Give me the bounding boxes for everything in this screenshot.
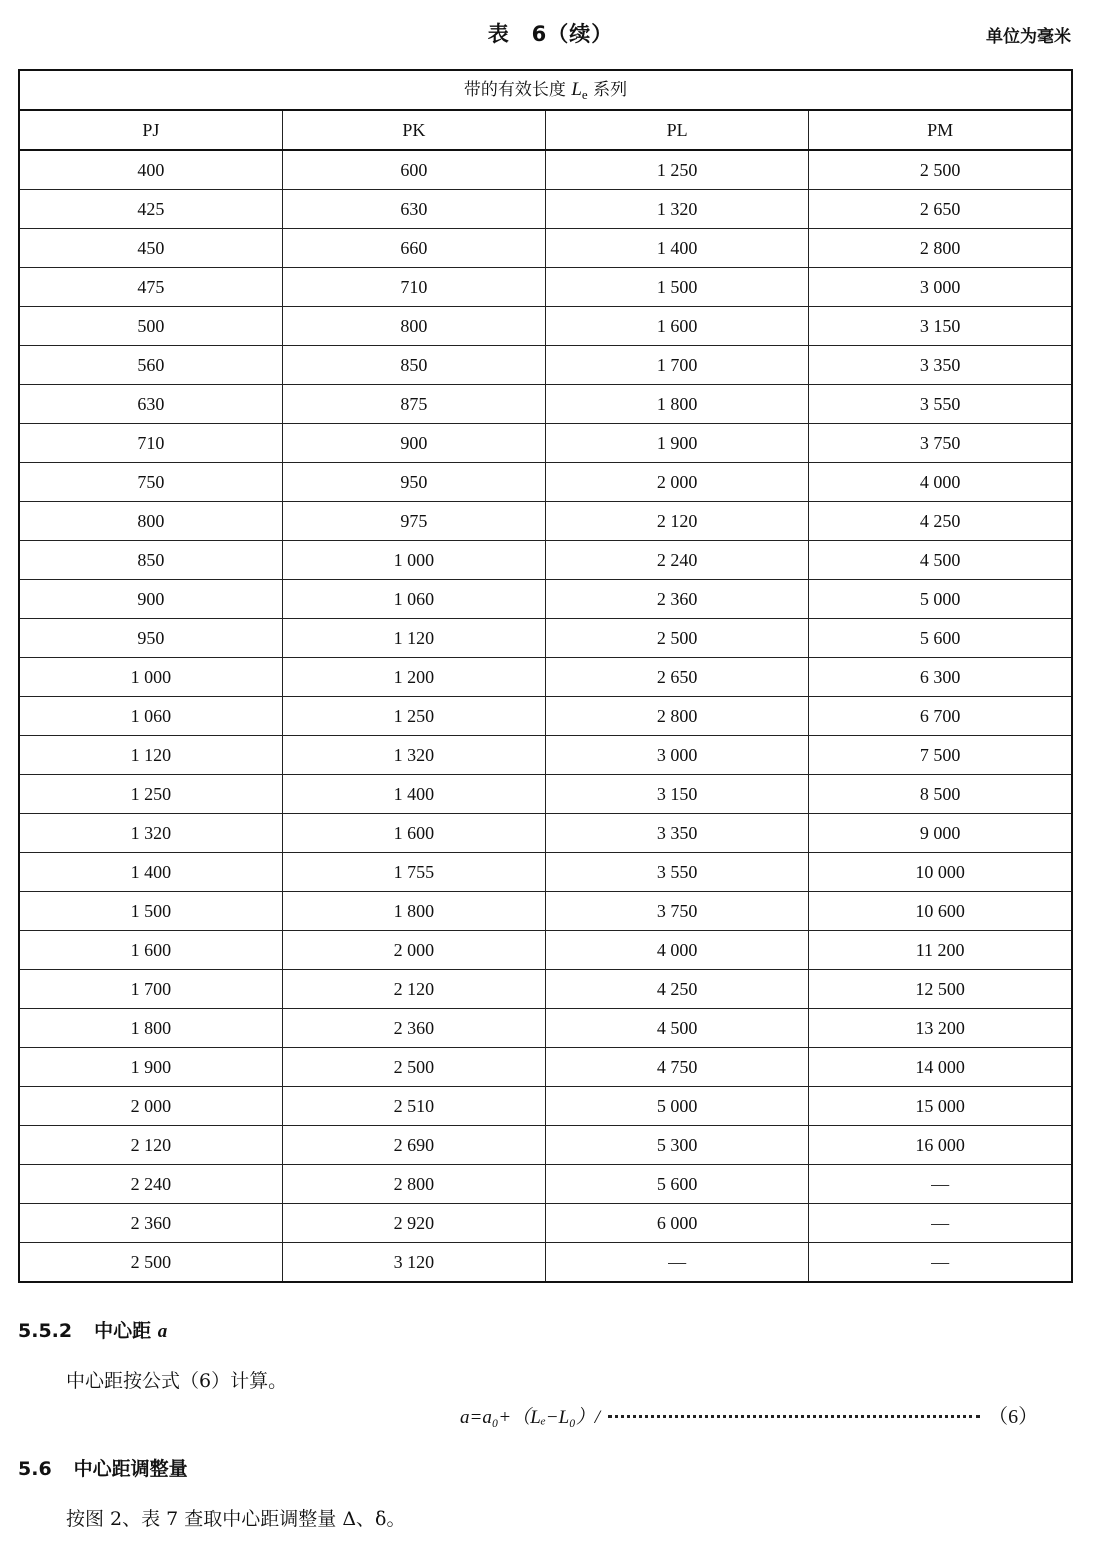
table-cell-pj: 500 [19, 307, 282, 346]
table-cell-pm: 3 350 [809, 346, 1072, 385]
table-cell-pj: 1 500 [19, 892, 282, 931]
table-cell-pj: 850 [19, 541, 282, 580]
table-cell-pk: 1 250 [282, 697, 545, 736]
table-cell-pk: 2 690 [282, 1126, 545, 1165]
table-cell-pj: 2 240 [19, 1165, 282, 1204]
table-cell-pl: 4 000 [546, 931, 809, 970]
column-header-pj: PJ [19, 110, 282, 150]
table-cell-pk: 630 [282, 190, 545, 229]
table-cell-pl: 1 700 [546, 346, 809, 385]
table-cell-pm: 12 500 [809, 970, 1072, 1009]
table-cell-pk: 2 500 [282, 1048, 545, 1087]
table-cell-pl: 5 300 [546, 1126, 809, 1165]
table-row [19, 853, 1072, 892]
table-row [19, 502, 1072, 541]
table-cell-pj: 400 [19, 150, 282, 190]
table-cell-pl: 3 000 [546, 736, 809, 775]
table-cell-pm: 3 750 [809, 424, 1072, 463]
table-cell-pl: 2 240 [546, 541, 809, 580]
column-header-row [19, 110, 1072, 150]
table-cell-pm: 5 000 [809, 580, 1072, 619]
table-cell-pl: 1 600 [546, 307, 809, 346]
table-cell-pj: 1 250 [19, 775, 282, 814]
table-cell-pk: 1 320 [282, 736, 545, 775]
table-cell-pj: 475 [19, 268, 282, 307]
table-cell-pm: 10 000 [809, 853, 1072, 892]
table-cell-pm: 9 000 [809, 814, 1072, 853]
table-cell-pl: 1 400 [546, 229, 809, 268]
table-cell-pk: 1 200 [282, 658, 545, 697]
table-cell-pj: 2 120 [19, 1126, 282, 1165]
table-cell-pj: 2 500 [19, 1243, 282, 1283]
table-cell-pk: 2 510 [282, 1087, 545, 1126]
table-cell-pk: 1 800 [282, 892, 545, 931]
table-cell-pl: 2 360 [546, 580, 809, 619]
section-number: 5.6 [18, 1458, 52, 1480]
table-row [19, 1048, 1072, 1087]
table-cell-pj: 750 [19, 463, 282, 502]
table-cell-pl: 3 350 [546, 814, 809, 853]
table-cell-pm: 16 000 [809, 1126, 1072, 1165]
table-cell-pj: 425 [19, 190, 282, 229]
table-cell-pj: 900 [19, 580, 282, 619]
table-cell-pj: 710 [19, 424, 282, 463]
table-cell-pl: 5 000 [546, 1087, 809, 1126]
table-cell-pl: 4 500 [546, 1009, 809, 1048]
section-title: 中心距调整量 [73, 1458, 188, 1480]
table-cell-pk: 950 [282, 463, 545, 502]
table-cell-pl: 3 750 [546, 892, 809, 931]
section-number: 5.5.2 [18, 1320, 73, 1342]
table-cell-pj: 1 400 [19, 853, 282, 892]
table-cell-pm: 2 650 [809, 190, 1072, 229]
section-5-5-2-body: 中心距按公式（6）计算。 [66, 1370, 288, 1392]
table-cell-pl: 2 500 [546, 619, 809, 658]
table-cell-pk: 3 120 [282, 1243, 545, 1283]
table-row [19, 658, 1072, 697]
table-cell-pk: 2 800 [282, 1165, 545, 1204]
table-row [19, 424, 1072, 463]
table-cell-pj: 1 060 [19, 697, 282, 736]
table-cell-pk: 2 360 [282, 1009, 545, 1048]
table-row [19, 775, 1072, 814]
table-row [19, 736, 1072, 775]
table-cell-pk: 2 920 [282, 1204, 545, 1243]
table-cell-pm: 15 000 [809, 1087, 1072, 1126]
table-cell-pk: 600 [282, 150, 545, 190]
table-cell-pm: 3 000 [809, 268, 1072, 307]
table-cell-pm: 2 500 [809, 150, 1072, 190]
table-row [19, 1243, 1072, 1283]
dot-leader [608, 1415, 980, 1418]
column-header-pl: PL [546, 110, 809, 150]
unit-note: 单位为毫米 [986, 27, 1071, 47]
table-title: 表 6（续） [487, 22, 614, 46]
table-row [19, 931, 1072, 970]
table-cell-pk: 1 000 [282, 541, 545, 580]
table-cell-pj: 630 [19, 385, 282, 424]
table-row [19, 190, 1072, 229]
table-cell-pk: 660 [282, 229, 545, 268]
table-row [19, 580, 1072, 619]
table-cell-pj: 1 120 [19, 736, 282, 775]
table-cell-pj: 2 000 [19, 1087, 282, 1126]
table-cell-pl: 1 500 [546, 268, 809, 307]
table-cell-pk: 800 [282, 307, 545, 346]
table-row [19, 385, 1072, 424]
table-cell-pm: 3 550 [809, 385, 1072, 424]
table-cell-pl: — [546, 1243, 809, 1283]
table-row [19, 463, 1072, 502]
table-cell-pm: 4 250 [809, 502, 1072, 541]
table-row [19, 892, 1072, 931]
table-cell-pj: 1 320 [19, 814, 282, 853]
section-title: 中心距 [94, 1320, 152, 1342]
equation-number: （6） [988, 1406, 1039, 1428]
table-cell-pk: 900 [282, 424, 545, 463]
section-5-6-heading [18, 1454, 188, 1481]
table-cell-pk: 975 [282, 502, 545, 541]
table-cell-pl: 2 000 [546, 463, 809, 502]
group-header-row [19, 70, 1072, 110]
table-cell-pk: 1 120 [282, 619, 545, 658]
table-cell-pk: 1 755 [282, 853, 545, 892]
table-cell-pj: 450 [19, 229, 282, 268]
table-cell-pm: — [809, 1165, 1072, 1204]
table-cell-pl: 1 900 [546, 424, 809, 463]
group-header-cell [19, 70, 1072, 110]
table-cell-pj: 800 [19, 502, 282, 541]
table-row [19, 1204, 1072, 1243]
table-cell-pl: 5 600 [546, 1165, 809, 1204]
table-row [19, 970, 1072, 1009]
table-row [19, 150, 1072, 190]
table-row [19, 268, 1072, 307]
table-cell-pl: 1 800 [546, 385, 809, 424]
column-header-pm: PM [809, 110, 1072, 150]
table-cell-pl: 3 150 [546, 775, 809, 814]
group-header-suffix: 系列 [593, 79, 628, 100]
table-cell-pj: 950 [19, 619, 282, 658]
table-row [19, 814, 1072, 853]
table-cell-pk: 710 [282, 268, 545, 307]
table-row [19, 1165, 1072, 1204]
table-cell-pk: 2 000 [282, 931, 545, 970]
table-cell-pm: 2 800 [809, 229, 1072, 268]
table-cell-pm: 5 600 [809, 619, 1072, 658]
table-cell-pm: 4 000 [809, 463, 1072, 502]
table-cell-pj: 1 000 [19, 658, 282, 697]
effective-length-symbol: $L_e$ [571, 78, 588, 102]
table-cell-pl: 2 650 [546, 658, 809, 697]
table-cell-pl: 1 250 [546, 150, 809, 190]
table-cell-pm: 6 700 [809, 697, 1072, 736]
table-cell-pm: 8 500 [809, 775, 1072, 814]
belt-length-table [18, 69, 1073, 1283]
table-cell-pj: 1 800 [19, 1009, 282, 1048]
table-cell-pl: 6 000 [546, 1204, 809, 1243]
table-cell-pj: 1 700 [19, 970, 282, 1009]
table-cell-pl: 2 120 [546, 502, 809, 541]
table-cell-pj: 1 900 [19, 1048, 282, 1087]
table-cell-pl: 4 750 [546, 1048, 809, 1087]
table-cell-pm: 7 500 [809, 736, 1072, 775]
table-row [19, 697, 1072, 736]
table-cell-pk: 2 120 [282, 970, 545, 1009]
table-cell-pm: — [809, 1204, 1072, 1243]
table-row [19, 1009, 1072, 1048]
table-row [19, 229, 1072, 268]
table-cell-pj: 560 [19, 346, 282, 385]
column-header-pk: PK [282, 110, 545, 150]
table-row [19, 619, 1072, 658]
table-cell-pk: 1 400 [282, 775, 545, 814]
formula-expression: a=a₀+（Lₑ−L₀）/ [460, 1407, 601, 1428]
formula-6 [460, 1400, 1060, 1429]
table-cell-pm: 3 150 [809, 307, 1072, 346]
table-cell-pm: — [809, 1243, 1072, 1283]
table-cell-pm: 14 000 [809, 1048, 1072, 1087]
table-cell-pm: 10 600 [809, 892, 1072, 931]
group-header-text: 带的有效长度 [463, 79, 566, 100]
table-cell-pl: 1 320 [546, 190, 809, 229]
table-cell-pk: 1 600 [282, 814, 545, 853]
table-cell-pm: 11 200 [809, 931, 1072, 970]
table-cell-pm: 4 500 [809, 541, 1072, 580]
table-cell-pj: 1 600 [19, 931, 282, 970]
table-row [19, 1126, 1072, 1165]
table-row [19, 541, 1072, 580]
table-cell-pk: 875 [282, 385, 545, 424]
table-row [19, 1087, 1072, 1126]
table-cell-pj: 2 360 [19, 1204, 282, 1243]
section-5-5-2-heading [18, 1316, 167, 1343]
table-cell-pm: 6 300 [809, 658, 1072, 697]
table-cell-pm: 13 200 [809, 1009, 1072, 1048]
table-row [19, 346, 1072, 385]
table-row [19, 307, 1072, 346]
table-cell-pk: 1 060 [282, 580, 545, 619]
center-distance-symbol: a [157, 1321, 168, 1342]
table-cell-pl: 2 800 [546, 697, 809, 736]
section-5-6-body: 按图 2、表 7 查取中心距调整量 Δ、δ。 [66, 1508, 406, 1530]
table-cell-pk: 850 [282, 346, 545, 385]
table-cell-pl: 4 250 [546, 970, 809, 1009]
table-cell-pl: 3 550 [546, 853, 809, 892]
